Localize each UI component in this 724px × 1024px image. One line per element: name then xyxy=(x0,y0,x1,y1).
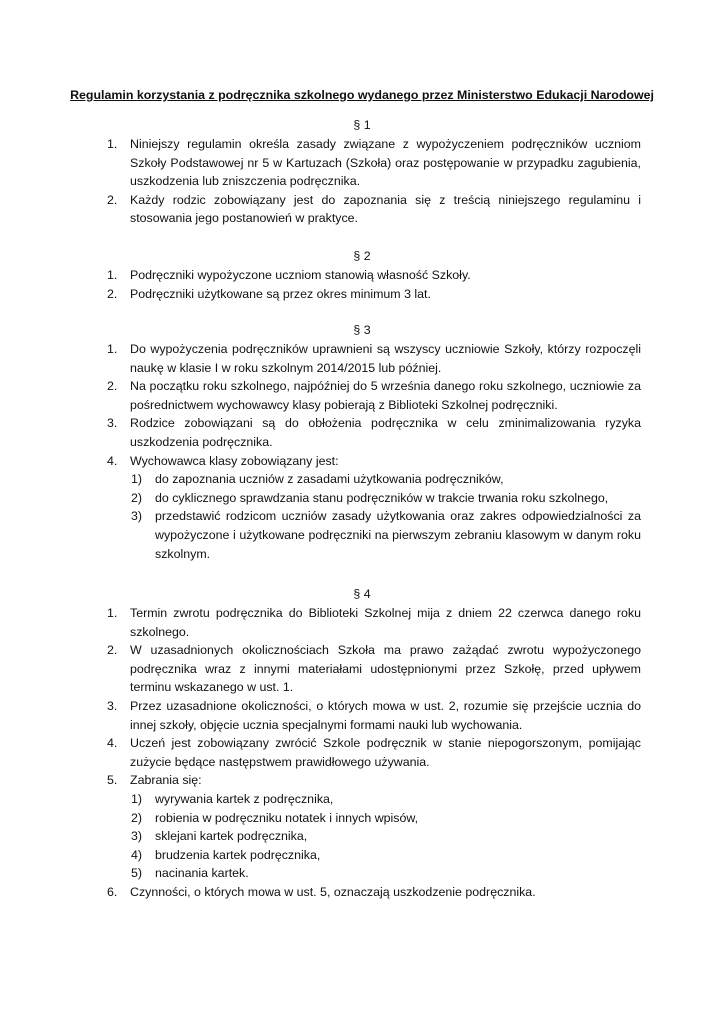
section-4 xyxy=(0,585,724,902)
list-item xyxy=(0,771,641,790)
sub-item-number: 1) xyxy=(131,472,143,487)
sub-item-number: 3) xyxy=(131,509,143,524)
sub-item-text: do zapoznania uczniów z zasadami użytkowania podręczników, xyxy=(155,472,504,487)
item-number: 4. xyxy=(107,736,118,751)
sub-list-item xyxy=(0,470,641,489)
list-item xyxy=(0,641,641,697)
item-text: Termin zwrotu podręcznika do Biblioteki Szkolnej mija z dniem 22 czerwca danego roku szkolnego. xyxy=(130,606,641,639)
item-text: Przez uzasadnione okoliczności, o których mowa w ust. 2, rozumie się przejście ucznia do innej szkoły, objęcie ucznia specjalnymi formami nauki lub wychowania. xyxy=(130,698,641,732)
item-text: Uczeń jest zobowiązany zwrócić Szkole podręcznik w stanie niepogorszonym, pomijając zużycie będące następstwem prawidłowego używania. xyxy=(130,736,641,769)
item-number: 1. xyxy=(107,268,118,282)
item-text: Niniejszy regulamin określa zasady związane z wypożyczeniem podręczników uczniom Szkoły Podstawowej nr 5 w Kartuzach (Szkoła) oraz postępowanie w przypadku zagubienia, uszkodzenia lub zniszczenia podręcznika. xyxy=(130,137,641,189)
list-item xyxy=(0,191,641,228)
sub-list-item xyxy=(0,846,641,865)
item-number: 3. xyxy=(107,698,118,713)
list-item xyxy=(0,697,641,734)
section-3 xyxy=(0,321,724,563)
item-text: Każdy rodzic zobowiązany jest do zapoznania się z treścią niniejszego regulaminu i stosowania jego postanowień w praktyce. xyxy=(130,192,641,226)
section-heading: § 1 xyxy=(353,118,371,132)
document-title: Regulamin korzystania z podręcznika szkolnego wydanego przez Ministerstwo Edukacji Narodowej xyxy=(70,88,654,102)
sub-item-number: 2) xyxy=(131,810,143,825)
list-item xyxy=(0,734,641,771)
item-number: 2. xyxy=(107,286,118,301)
sub-item-text: nacinania kartek. xyxy=(155,866,249,881)
list-item xyxy=(0,266,641,285)
item-text: Rodzice zobowiązani są do obłożenia podręcznika w celu zminimalizowania ryzyka uszkodzenia podręcznika. xyxy=(130,416,641,449)
item-text: Czynności, o których mowa w ust. 5, oznaczają uszkodzenie podręcznika. xyxy=(130,884,536,899)
item-number: 1. xyxy=(107,606,118,620)
sub-list-item xyxy=(0,489,641,508)
list-item xyxy=(0,340,641,377)
list-item xyxy=(0,285,641,304)
sub-item-text: przedstawić rodzicom uczniów zasady użytkowania oraz zakres odpowiedzialności za wypożyczone i użytkowane podręczniki na pierwszym zebraniu klasowym w danym roku szkolnym. xyxy=(155,509,641,561)
section-2 xyxy=(0,247,724,303)
list-item xyxy=(0,452,641,471)
list-item xyxy=(0,135,641,191)
list-item xyxy=(0,604,641,641)
item-number: 1. xyxy=(107,342,118,356)
sub-list-item xyxy=(0,864,641,883)
item-number: 4. xyxy=(107,453,118,468)
sub-item-number: 1) xyxy=(131,791,143,806)
item-number: 2. xyxy=(107,379,118,394)
list-item xyxy=(0,883,641,902)
item-number: 6. xyxy=(107,884,118,899)
sub-list-item xyxy=(0,790,641,809)
item-text: Zabrania się: xyxy=(130,773,202,788)
item-number: 1. xyxy=(107,137,118,151)
sub-list-item xyxy=(0,827,641,846)
sub-item-number: 3) xyxy=(131,829,143,844)
sub-item-text: brudzenia kartek podręcznika, xyxy=(155,847,321,862)
item-text: Wychowawca klasy zobowiązany jest: xyxy=(130,453,339,468)
item-text: Podręczniki użytkowane są przez okres minimum 3 lat. xyxy=(130,286,431,301)
item-number: 5. xyxy=(107,773,118,788)
sub-item-text: robienia w podręczniku notatek i innych wpisów, xyxy=(155,810,419,825)
sub-item-text: sklejani kartek podręcznika, xyxy=(155,829,308,844)
sub-list-item xyxy=(0,809,641,828)
list-item xyxy=(0,414,641,451)
sub-item-number: 2) xyxy=(131,490,143,505)
section-heading: § 4 xyxy=(353,587,371,601)
item-text: Podręczniki wypożyczone uczniom stanowią własność Szkoły. xyxy=(130,268,471,282)
item-number: 2. xyxy=(107,192,118,207)
item-number: 3. xyxy=(107,416,118,431)
item-text: W uzasadnionych okolicznościach Szkoła ma prawo zażądać zwrotu wypożyczonego podręcznika wraz z innymi materiałami udostępnionymi przez Szkołę, przed upływem terminu wskazanego w ust. 1. xyxy=(130,643,641,695)
sub-item-number: 4) xyxy=(131,847,143,862)
item-text: Na początku roku szkolnego, najpóźniej do 5 września danego roku szkolnego, uczniowie za pośrednictwem wychowawcy klasy pobierają z Biblioteki Szkolnej podręczniki. xyxy=(130,379,641,412)
sub-item-text: wyrywania kartek z podręcznika, xyxy=(155,791,334,806)
sub-item-number: 5) xyxy=(131,866,143,881)
list-item xyxy=(0,377,641,414)
section-1 xyxy=(0,116,724,228)
item-number: 2. xyxy=(107,643,118,658)
item-text: Do wypożyczenia podręczników uprawnieni są wszyscy uczniowie Szkoły, którzy rozpoczęli naukę w klasie I w roku szkolnym 2014/2015 lub później. xyxy=(130,342,641,375)
sub-list-item xyxy=(0,507,641,563)
sub-item-text: do cyklicznego sprawdzania stanu podręczników w trakcie trwania roku szkolnego, xyxy=(155,490,609,505)
section-heading: § 3 xyxy=(353,323,371,337)
section-heading: § 2 xyxy=(353,249,371,263)
